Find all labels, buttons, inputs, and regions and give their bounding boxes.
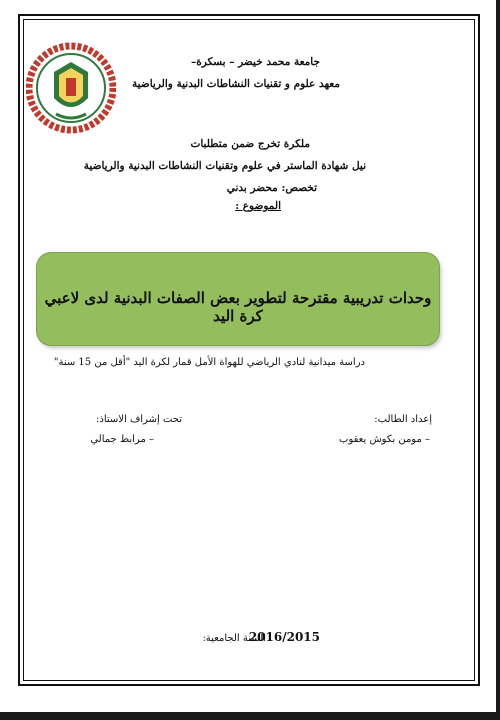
study-description: دراسة ميدانية لنادي الرياضي للهواة الأمل قمار لكرة اليد "أقل من 15 سنة" xyxy=(53,357,365,368)
academic-year-value: 2016/2015 xyxy=(248,630,320,644)
supervisor-name: – مرابط جمالي xyxy=(90,434,154,445)
memo-line-1: ملكرة تخرج ضمن متطلبات xyxy=(190,138,310,150)
memo-line-2: نيل شهادة الماستر في علوم وتقنيات النشاطات البدنية والرياضية xyxy=(83,160,366,172)
supervision-label: تحت إشراف الاستاذ: xyxy=(96,414,182,425)
prepared-by-label: إعداد الطالب: xyxy=(374,414,432,425)
academic-year-label: السنة الجامعية: xyxy=(202,633,266,644)
university-logo-icon xyxy=(26,42,116,134)
thesis-title: وحدات تدريبية مقترحة لتطوير بعض الصفات البدنية لدى لاعبي كرة اليد xyxy=(44,289,432,325)
title-banner xyxy=(37,253,439,345)
specialty: تخصص: محضر بدني xyxy=(226,182,317,194)
page-edge-bottom xyxy=(0,712,500,720)
institute-name: معهد علوم و تقنيات النشاطات البدنية والرياضية xyxy=(132,78,340,90)
subject-label: الموضوع : xyxy=(235,200,281,212)
university-name: جامعة محمد خيضر – بسكرة– xyxy=(190,56,320,68)
page-edge-right xyxy=(496,0,500,720)
student-name: – مومن بكوش يعقوب xyxy=(339,434,430,445)
